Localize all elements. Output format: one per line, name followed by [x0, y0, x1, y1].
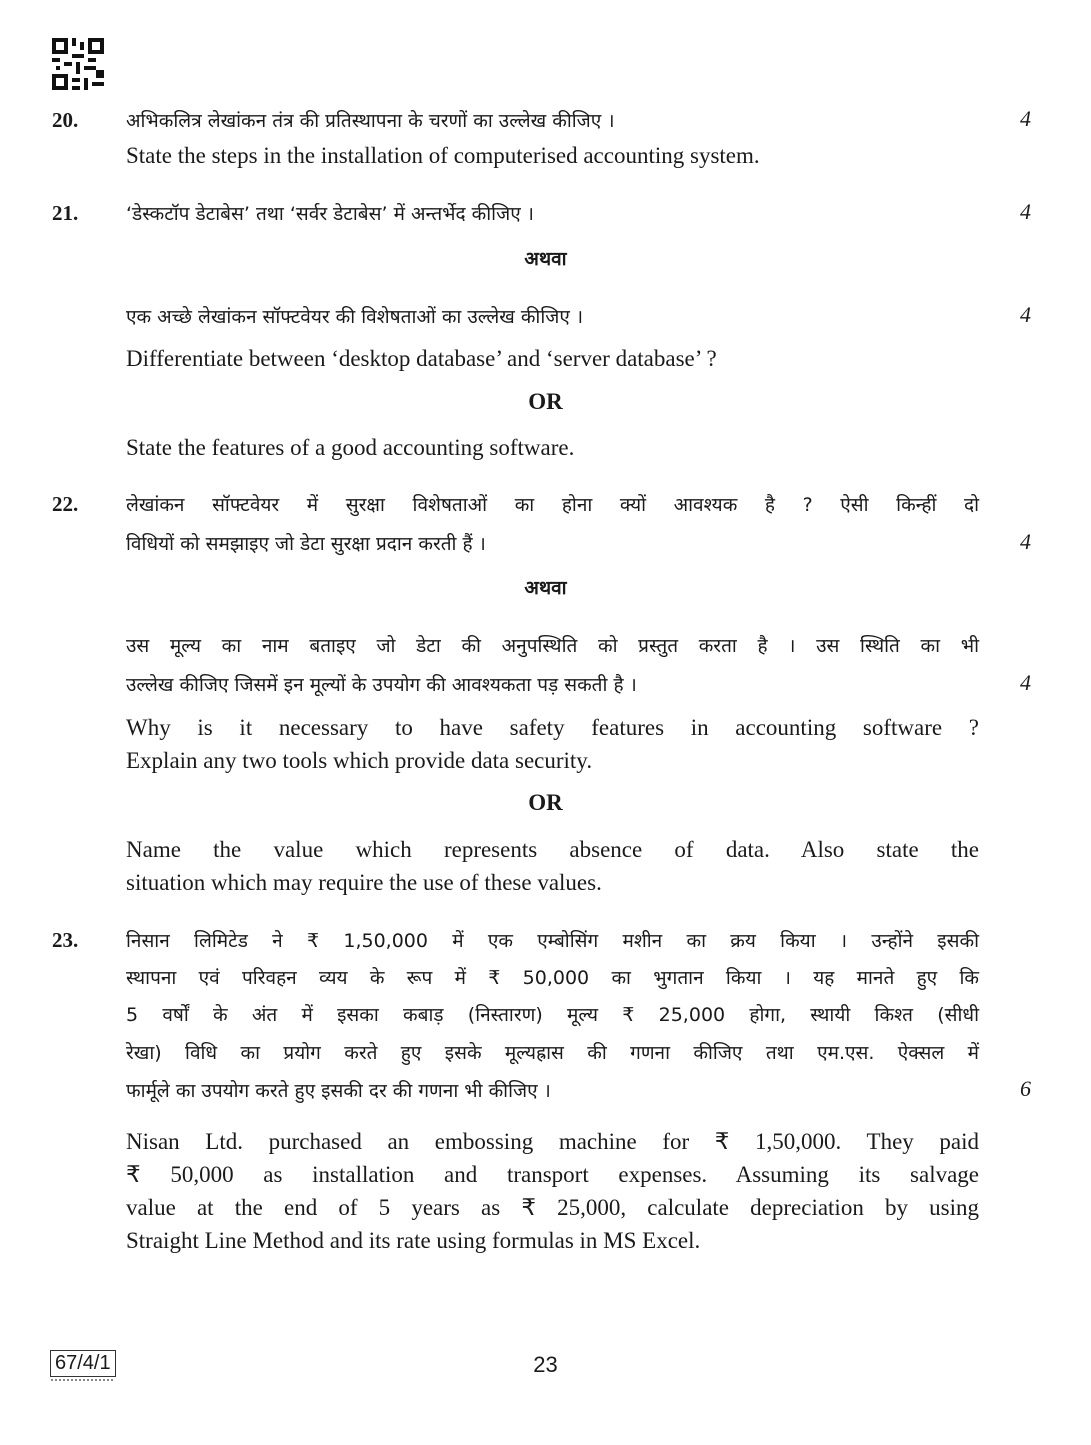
marks-label: 4 [1020, 529, 1031, 554]
marks-label: 6 [1020, 1076, 1031, 1101]
or-divider-hindi: अथवा [524, 577, 567, 599]
question-text-hindi: लेखांकन सॉफ्टवेयर में सुरक्षा विशेषताओं का होना क्यों आवश्यक है ? ऐसी किन्हीं दो [126, 494, 979, 516]
page-number: 23 [533, 1352, 558, 1377]
marks-label: 4 [1020, 199, 1031, 224]
question-text-hindi: रेखा) विधि का प्रयोग करते हुए इसके मूल्यह्रास की गणना कीजिए तथा एम.एस. ऐक्सल में [126, 1042, 979, 1064]
question-text-english: value at the end of 5 years as ₹ 25,000, calculate depreciation by using [126, 1195, 979, 1220]
marks-label: 4 [1020, 302, 1031, 327]
question-text-hindi: ‘डेस्कटॉप डेटाबेस’ तथा ‘सर्वर डेटाबेस’ में अन्तर्भेद कीजिए । [126, 203, 534, 225]
question-text-hindi: अभिकलित्र लेखांकन तंत्र की प्रतिस्थापना के चरणों का उल्लेख कीजिए । [126, 110, 615, 132]
question-text-hindi: निसान लिमिटेड ने ₹ 1,50,000 में एक एम्बोसिंग मशीन का क्रय किया । उन्होंने इसकी [126, 930, 979, 952]
question-text-english: State the steps in the installation of computerised accounting system. [126, 143, 760, 168]
alternative-text-english: Name the value which represents absence of data. Also state the [126, 837, 979, 862]
question-text-english: Nisan Ltd. purchased an embossing machine for ₹ 1,50,000. They paid [126, 1129, 979, 1154]
question-number: 21. [52, 201, 79, 225]
question-number: 20. [52, 108, 79, 132]
qr-code-icon [52, 38, 104, 90]
question-text-hindi: विधियों को समझाइए जो डेटा सुरक्षा प्रदान करती हैं । [126, 533, 486, 555]
question-text-hindi: फार्मूले का उपयोग करते हुए इसकी दर की गणना भी कीजिए । [126, 1080, 551, 1102]
paper-code: 67/4/1 [50, 1350, 116, 1377]
question-text-hindi: स्थापना एवं परिवहन व्यय के रूप में ₹ 50,000 का भुगतान किया । यह मानते हुए कि [126, 967, 979, 989]
alternative-text-hindi: एक अच्छे लेखांकन सॉफ्टवेयर की विशेषताओं का उल्लेख कीजिए । [126, 306, 584, 328]
alternative-text-english: State the features of a good accounting software. [126, 435, 575, 460]
or-divider-english: OR [528, 389, 563, 414]
question-text-english: Explain any two tools which provide data security. [126, 748, 593, 773]
question-text-hindi: 5 वर्षों के अंत में इसका कबाड़ (निस्तारण) मूल्य ₹ 25,000 होगा, स्थायी किश्त (सीधी [126, 1004, 979, 1026]
question-text-english: ₹ 50,000 as installation and transport expenses. Assuming its salvage [126, 1162, 979, 1187]
question-number: 23. [52, 928, 79, 952]
alternative-text-english: situation which may require the use of these values. [126, 870, 602, 895]
question-text-english: Differentiate between ‘desktop database’ and ‘server database’ ? [126, 346, 717, 371]
alternative-text-hindi: उल्लेख कीजिए जिसमें इन मूल्यों के उपयोग की आवश्यकता पड़ सकती है । [126, 674, 637, 696]
alternative-text-hindi: उस मूल्य का नाम बताइए जो डेटा की अनुपस्थिति को प्रस्तुत करता है । उस स्थिति का भी [126, 635, 979, 657]
or-divider-hindi: अथवा [524, 248, 567, 270]
marks-label: 4 [1020, 106, 1031, 131]
question-text-english: Straight Line Method and its rate using formulas in MS Excel. [126, 1228, 701, 1253]
question-text-english: Why is it necessary to have safety features in accounting software ? [126, 715, 979, 740]
question-number: 22. [52, 492, 79, 516]
or-divider-english: OR [528, 790, 563, 815]
marks-label: 4 [1020, 670, 1031, 695]
